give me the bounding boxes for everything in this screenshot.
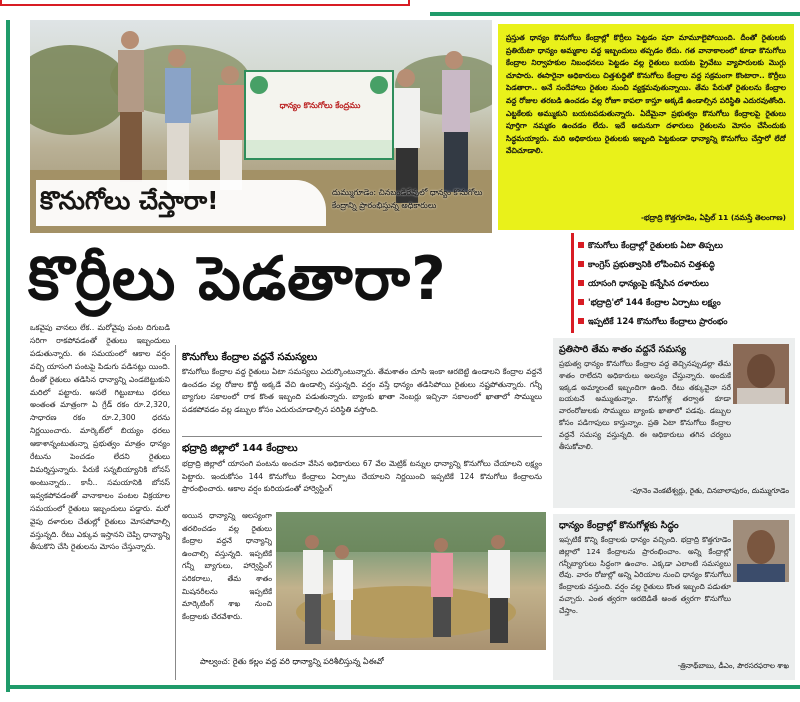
middle-photo: [276, 512, 546, 650]
top-rule: [430, 12, 800, 16]
bullet-item: [582, 256, 796, 275]
quote2-photo-shirt: [737, 564, 785, 582]
quote2-box: [553, 514, 795, 680]
bullet-icon: [578, 261, 584, 267]
intro-text: ప్రస్తుత ధాన్యం కొనుగోలు కేంద్రాల్లో కొర్రీలు పెట్టడం షరా మామూలైపోయింది. దీంతో రైతులకు ప్రతియేటా ధాన్యం అమ్మకాల వద్ద ఇబ్బందులు తప్పడం లేదు. గత వానాకాలంలో కూడా కొనుగోలు కేంద్రాల నిర్వాహకుల నిబంధనలు పెట్టడం వల్ల రైతులు బయట ప్రైవేటు వ్యాపారులకు మొగ్గు చూపారు. ఈసారైనా అధికారులు చిత్తశుద్ధితో కొనుగోలు కేంద్రాల వద్ద సక్రమంగా కొంటారా.. కొర్రీలు పెడతారా.. అనే సందేహాలు రైతుల నుంచి వ్యక్తమవుతున్నాయి. తేమ పేరుతో రైతులను కేంద్రాల వద్ద రోజుల తరబడి ఉంచడం వల్ల రోజూ కాపలా కాస్తూ అక్కడే ఉండాల్సిన పరిస్థితి ఎదురవుతోంది. ఎట్టకేలకు అమ్ముకుని బయటపడుతున్నారు. ఏదేమైనా ప్రభుత్వం కొనుగోలు కేంద్రాలపై రైతులు పూర్తిగా నమ్మకం ఉంచడం లేదు. ఇదే అదునుగా దళారులు రైతులను మోసం చేసేందుకు సిద్ధమయ్యారు. మరి అధికారులు రైతులకు ఇబ్బంది పెట్టకుండా ధాన్యాన్ని కొనుగోలు చేస్తారో లేదో వేచిచూడాలి.: [506, 33, 786, 156]
quote1-photo-shirt: [737, 388, 785, 404]
bullet-icon: [578, 318, 584, 324]
bullet-text: కాంగ్రెస్ ప్రభుత్వానికి లోపించిన చిత్తశుద్ధి: [588, 259, 715, 269]
quote1-title: ప్రతిసారి తేమ శాతం వద్దనే సమస్య: [559, 344, 686, 355]
intro-dateline: -భద్రాద్రి కొత్తగూడెం, ఏప్రిల్ 11 (నమస్తే తెలంగాణ): [640, 213, 786, 222]
bullet-icon: [578, 242, 584, 248]
bullet-text: ఇప్పటికే 124 కొనుగోలు కేంద్రాలు ప్రారంభం: [588, 316, 728, 326]
quote1-text: ప్రభుత్వ ధాన్యం కొనుగోలు కేంద్రాల వద్ద తెచ్చినప్పుడల్లా తేమ శాతం రాలేదని అధికారులు అలస్యం చేస్తున్నారు. అందుకే ఇక్కడ అమ్మాలంటే ఇబ్బందిగా ఉంది. రేటు తక్కువైనా సరే బయటనే అమ్ముతున్నాం. కొనుగోళ్ల తర్వాత కూడా వారంరోజులకు సొమ్ములు బ్యాంకు ఖాతాలో పడవు. డబ్బుల కోసం పడిగాపులు కాస్తున్నాం. ప్రతి ఏటా కొనుగోలు కేంద్రాల వద్దనే సమస్య వస్తున్నది. ఈ ఆధికారులు తగిన చర్యలు తీసుకోవాలి.: [559, 359, 731, 451]
top-left-tab: [0, 0, 410, 6]
section1-title: కొనుగోలు కేంద్రాల వద్దనే సమస్యలు: [182, 352, 318, 363]
section-divider: [182, 436, 542, 437]
bottom-rule: [10, 685, 800, 689]
intro-box: [498, 24, 794, 230]
quote2-signature: -త్రినాథ్‌బాబు, డీఎం, పౌరసరఫరాల శాఖ: [677, 661, 789, 670]
quote2-text: ఇప్పటికే కొన్ని కేంద్రాలకు ధాన్యం వచ్చింది. భద్రాద్రి కొత్తగూడెం జిల్లాలో 124 కేంద్రాలను ప్రారంభించాం. అన్ని కేంద్రాల్లో గన్నీబ్యాగులు సిద్ధంగా ఉంచాం. ఎక్కడా ఎలాంటి సమస్యలు లేవు. వారం రోజుల్లో అన్ని ఏరియాల నుంచి ధాన్యం కొనుగోలు కేంద్రాలకు వస్తుంది. వర్షం వల్ల రైతులు కొంత ఇబ్బంది పడుతూ వచ్చారు. ఎంత త్వరగా ఆరబెడితే అంత త్వరగా కొనుగోలు చేస్తాం.: [559, 535, 731, 615]
bullet-item: [582, 237, 796, 256]
quote1-photo-face: [747, 354, 775, 388]
sign-logo: [250, 76, 268, 94]
headline: కొర్రీలు పెడతారా?: [28, 244, 447, 314]
bullet-text: 'భద్రాద్రి'లో 144 కేంద్రాల ఏర్పాటు లక్ష్యం: [588, 297, 721, 307]
bullet-item: [582, 313, 796, 332]
bullet-text: యాసంగి ధాన్యంపై కన్నేసిన దళారులు: [588, 278, 709, 288]
left-column: ఒకవైపు వానలు లేక.. మరోవైపు పంట దిగుబడి సరిగా రాకపోవడంతో రైతులు ఇబ్బందులు పడుతున్నారు. ఈ సమయంలో ఆకాల వర్షం వచ్చి యాసంగి పంటపై పిడుగు పడినట్లు యింది. దీంతో రైతులు తడిసిన ధాన్యాన్ని ఎండబెట్టుకుని మరిలో పట్టారు. అసలే గిట్టుబాటు ధరలు అంతంత మాత్రంగా ఏ గ్రేడ్ రకం రూ.2,320, సాధారణ రకం రూ.2,300 ధరను నిర్ణయించారు. మార్కెట్‌లో బియ్యం ధరలు ఆకాశాన్నంటుతున్నా ప్రభుత్వం మాత్రం ధాన్యం రేటును పెంచడం లేదని రైతులు విమర్శిస్తున్నారు. పేరుకే సన్నబియ్యానికి బోనస్ అంటున్నారు.. కానీ.. సమయానికి బోనస్ ఇవ్వకపోవడంతో వానాకాలం పంటల విక్రయాల సమయంలో రైతులు ఇబ్బందులు పడ్డారు. మరో వైపు దళారుల చేతుల్లో రైతులు మోసపోవాల్సి వస్తున్నది. రేటు ఎక్కువ ఇస్తానని చెప్పి ధాన్యాన్ని తీసుకొని చేసి రైతులను మోసం చేస్తున్నారు.: [30, 323, 170, 552]
bullet-list: [571, 233, 796, 333]
quote2-title: ధాన్యం కేంద్రాల్లో కొనుగోళ్లకు సిద్ధం: [559, 520, 679, 531]
bullet-icon: [578, 280, 584, 286]
left-rule: [6, 20, 10, 692]
bullet-text: కొనుగోలు కేంద్రాల్లో రైతులకు ఏటా తిప్పలు: [588, 240, 723, 250]
quote1-box: [553, 338, 795, 508]
quote2-photo: [733, 520, 789, 582]
photo-caption: దుమ్ముగూడెం: చినబండిరేవులో ధాన్యం కొనుగోలు కేంద్రాన్ని ప్రారంభిస్తున్న అధికారులు: [332, 188, 483, 210]
sign-logo-right: [370, 76, 388, 94]
section2-text: భద్రాద్రి జిల్లాలో యాసంగి పంటను అంచనా వేసిన అధికారులు 67 వేల మెట్రిక్ టన్నుల ధాన్యాన్ని కొనుగోలు చేయాలని లక్ష్యం పెట్టారు. ఇందుకోసం 144 కొనుగోలు కేంద్రాలు ఏర్పాటు చేయాలని నిర్ణయించి ఇప్పటికే 124 కొనుగోలు కేంద్రాలను ప్రారంభించారు. ఆకాల వర్షం కురియడంతో హార్వెస్టింగ్: [182, 459, 542, 494]
bullet-item: [582, 294, 796, 313]
bullet-icon: [578, 299, 584, 305]
photo-banner-title: కొనుగోలు చేస్తారా!: [40, 186, 219, 215]
middle-photo-caption: పాల్వంచ: రైతు కల్లం వద్ద వరి ధాన్యాన్ని పరిశీలిస్తున్న ఏఈవో: [200, 657, 384, 666]
section1-text: కొనుగోలు కేంద్రాల వద్ద రైతులు ఏటా సమస్యలు ఎదుర్కొంటున్నారు. తేమశాతం చూసి ఇంకా ఆరబెట్టి ఉండాలని కేంద్రాల వద్దనే ఉంచడం వల్ల రోజుల కొద్దీ అక్కడే వేచి ఉండాల్సి వస్తున్నది. వర్షం వస్తే ధాన్యం తడిసిపోయి రైతులు నష్టపోతున్నారు. గన్నీ బ్యాగుల సకాలంలో రాక కొంత ఇబ్బంది పడుతున్నారు. బ్యాంకు ఖాతా నెంబర్లు ఇచ్చినా సకాలంలో ఖాతాలో సొమ్ములు పడకపోవడం వల్ల డబ్బుల కోసం ఎదురుచూడాల్సిన పరిస్థితి వస్తోంది.: [182, 367, 542, 414]
photo-banner: [36, 180, 326, 226]
bullet-item: [582, 275, 796, 294]
sign-text: ధాన్యం కొనుగోలు కేంద్రము: [279, 101, 361, 110]
column-divider: [175, 345, 176, 680]
quote1-signature: -పూనెం వెంకటేశ్వర్లు, రైతు, చినబాలాపురం, దుమ్ముగూడెం: [630, 486, 789, 495]
banner-sign: [244, 70, 394, 160]
middle-photo-scene: [276, 512, 546, 650]
quote2-photo-face: [747, 530, 775, 564]
quote1-photo: [733, 344, 789, 404]
section2-title: భద్రాద్రి జిల్లాలో 144 కేంద్రాలు: [182, 443, 298, 454]
sign-strip: [246, 140, 392, 158]
section2-text-narrow: అయిన ధాన్యాన్ని ఆలస్యంగా తరలించడం వల్ల రైతులు కేంద్రాల వద్దనే ధాన్యాన్ని ఉంచాల్సి వస్తున్నది. ఇప్పటికే గన్నీ బ్యాగులు, హార్వెస్టింగ్ పరికరాలు, తేమ శాతం మిషనరీలను ఇప్పటికే మార్కెటింగ్ శాఖ నుంచి కేంద్రాలకు చేరవేశారు.: [182, 511, 272, 621]
